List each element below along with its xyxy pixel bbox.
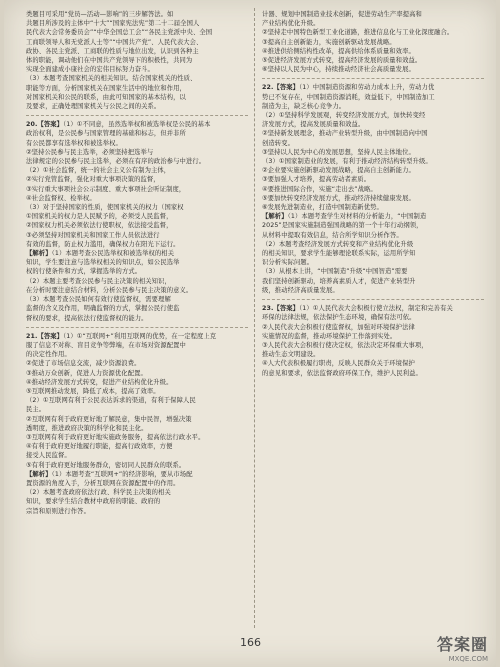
text-line: 督权的要求，提高依法行使监督权的能力。	[26, 314, 148, 322]
text-line: 级，推动经济高质量发展。	[262, 286, 339, 294]
text-line: 民主。	[26, 406, 46, 414]
text-line: 2025”是国家实施制造强国战略的第一个十年行动纲领，	[262, 222, 423, 230]
text-line: 政协、各民主党派、工商联的性质与地位出发，认识到各种主	[26, 47, 199, 55]
text-line: （3）从根本上讲，“中国制造”升级“中国智造”需要	[262, 268, 408, 276]
text-line: 有效的监督，防止权力滥用，确保权力在阳光下运行。	[26, 240, 180, 248]
text-line: （2）本题主要考查公民参与民主决策的相关知识，	[26, 277, 171, 285]
text-line: 置资源的角度入手，分析互联网在资源配置中的作用。	[26, 479, 180, 487]
text-line: （1）①“互联网+”利用互联网的优势，在一定程度上克	[63, 332, 217, 340]
text-line: ③要加强人才培养，提高劳动者素质。	[262, 176, 371, 184]
watermark	[437, 632, 488, 663]
text-line: ⑤有利于政府更好地服务群众，密切同人民群众的联系。	[26, 461, 186, 469]
text-line: 工商联领导人和无党派人士等”“中国共产党”、人民代表大会、	[26, 38, 203, 46]
text-line: ⑥坚持以人民为中心，持续推动经济社会高质量发展。	[262, 66, 415, 74]
text-line: （2）本题考查经济发展方式转变和产业结构优化升级	[262, 240, 414, 248]
text-line: （2）本题考查政府依法行政、科学民主决策的相关	[26, 489, 171, 497]
text-line: ③推动万众创新，促进人力资源优化配置。	[26, 369, 147, 377]
text-line: ⑤要加快转变经济发展方式，推动经济持续健康发展。	[262, 194, 415, 202]
text-line: 环保的法律法规，依法保护生态环境，确保有法可依。	[262, 314, 416, 322]
text-line: 势已不复存在，中国制造资源消耗，效益低下，中国制造加工	[262, 93, 435, 101]
text-line: 在分析时要注意结合材料，分析公民参与民主决策的意义。	[26, 286, 193, 294]
text-line: 监督的含义及作用，明确监督的方式，掌握公民行使监	[26, 305, 180, 313]
answer-label: 23.【答案】	[262, 305, 300, 313]
text-line: 实现全面建成小康社会的宏伟目标努力奋斗。	[26, 66, 154, 74]
text-line: ②实行党管监督，强化对重大事项决策的监督，	[26, 176, 160, 184]
text-line: 的意见和要求，依法监督政府环保工作，维护人民利益。	[262, 369, 422, 377]
text-line: 从材料中提取有效信息，结合所学知识分析作答。	[262, 231, 403, 239]
text-line: ④人大代表积极履行职责，反映人民群众关于环境保护	[262, 360, 415, 368]
text-line: ③人民代表大会积极行使决定权，依法决定环保重大事项，	[262, 341, 428, 349]
text-line: 接受人民监督。	[26, 452, 71, 460]
answer-label: 21.【答案】	[26, 332, 64, 340]
text-line: 济发展方式，提高发展质量和效益。	[262, 121, 365, 129]
text-line: ②坚持走中国特色新型工业化道路，推进信息化与工业化深度融合。	[262, 29, 454, 37]
text-line: ②企业要实施创新驱动发展战略，提高自主创新能力。	[262, 167, 415, 175]
right-intro	[262, 10, 484, 74]
text-line: 的相关知识，要求学生能够理论联系实际，运用所学知	[262, 250, 416, 258]
text-line: 对国家机关和公民的联系，由此可知国家的基本结构，以	[26, 93, 186, 101]
analysis-label: 【解析】	[26, 470, 52, 478]
text-line: 权的行使条件和方式，掌握选举的方式。	[26, 268, 142, 276]
text-line: ②国家权力机关必须依法行使职权，依法接受监督，	[26, 222, 173, 230]
text-line: ④社会监督权、检举权。	[26, 194, 96, 202]
text-line: ③坚持以人民为中心的发展思想，坚持人民主体地位。	[262, 148, 415, 156]
page-number: 166	[240, 636, 261, 649]
analysis-label: 【解析】	[26, 250, 52, 258]
text-line: ②促进了市场信息交流，减少资源浪费。	[26, 360, 141, 368]
text-line: （3）本题考查国家机关的相关知识。结合国家机关的性质、	[26, 75, 197, 83]
section-separator	[262, 299, 484, 300]
text-line: 计器、规划中国制造业技术创新，促进劳动生产率提高和	[262, 11, 422, 18]
text-line: 宗旨和原则进行作答。	[26, 507, 90, 515]
text-line: 及要求，正确处理国家机关与公民之间的关系。	[26, 103, 161, 111]
text-line: ④推动经济发展方式转变，促进产业结构优化升级。	[26, 378, 173, 386]
text-line: 推动生态文明建设。	[262, 351, 320, 359]
text-line: 创造转变。	[262, 139, 294, 147]
text-line: ④推进供给侧结构性改革，提高供给体系质量和效率。	[262, 47, 415, 55]
section-separator	[26, 327, 248, 328]
text-line: 的决定性作用。	[26, 351, 71, 359]
watermark-logo: 答案圈	[436, 635, 488, 654]
text-line: （3）①国家制造业的发展，有利于推动经济结构转型升级。	[262, 158, 432, 166]
section-separator	[26, 115, 248, 116]
text-line: （1）本题考查学生对材料的分析能力，“中国制造	[287, 213, 427, 221]
text-line: 识分析实际问题。	[262, 259, 314, 267]
text-line: ③必须坚持对国家机关和国家工作人员依法进行	[26, 231, 160, 239]
text-line: 实施情况的监督，推动环境保护工作落到实处。	[262, 332, 397, 340]
text-line: 共题目所涉及的主体中“十大”“国家宪法宪”第二十二届全国人	[26, 20, 200, 28]
text-line: ④要推进国际合作，实施“走出去”战略。	[262, 185, 377, 193]
text-line: ②坚持公民参与民主选举，必须坚持把选举与	[26, 148, 154, 156]
text-line: 透明度，推进政府决策的科学化和民主化。	[26, 424, 148, 432]
workbook-page	[4, 0, 496, 667]
text-line: ①国家机关的权力是人民赋予的，必须受人民监督，	[26, 213, 173, 221]
text-line: 我们坚持创新驱动，培养高素质人才，促进产业转型升	[262, 277, 416, 285]
text-line: （3）本题考查公民如何有效行使监督权，需要理解	[26, 296, 171, 304]
text-line: ⑤促进经济发展方式转变，提高经济发展的质量和效益。	[262, 57, 422, 65]
text-line: 知识，要求学生结合教材中政府的职能、政府的	[26, 498, 161, 506]
text-line: ③互联网有利于政府更好地实施政务服务，提高依法行政水平。	[26, 433, 205, 441]
question-20-answer	[26, 120, 248, 322]
text-line: ②人民代表大会积极行使监督权，加强对环境保护法律	[262, 323, 415, 331]
text-line: ⑥发展先进制造业，打造中国制造新优势。	[262, 204, 383, 212]
text-line: （2）①互联网有利于公民表达诉求的渠道，有利于保障人民	[26, 397, 196, 405]
text-line: 法律规定的公民参与民主选举，必须在有序的政治参与中进行。	[26, 158, 206, 166]
text-line: （1）①人民代表大会积极行使立法权，制定和完善有关	[299, 305, 453, 313]
text-line: 民代表大会常务委员会”“中华全国总工会”“各民主党派中央、全国	[26, 29, 213, 37]
text-line: 产业结构优化升级。	[262, 20, 320, 28]
text-line: ②坚持新发展理念，推动产业转型升级，由中国制造向中国	[262, 130, 428, 138]
watermark-url: MXQE.COM	[448, 655, 488, 663]
question-22-answer	[262, 83, 484, 295]
text-line: ③提高自主创新能力，实施创新驱动发展战略。	[262, 38, 396, 46]
text-line: 服了信息不对称、盲目竞争等弊端，在市场对资源配置中	[26, 341, 186, 349]
text-line: 类题目可采用“党员—活动—影响”的三步解答法。如	[26, 11, 174, 18]
text-line: ②互联网有利于政府更好地了解民意，集中民智，增强决策	[26, 415, 192, 423]
text-line: 有公民都享有选举权和被选举权。	[26, 139, 122, 147]
left-column	[26, 10, 248, 516]
text-line: 职能等方面，分析国家机关在国家生活中的地位和作用，	[26, 84, 186, 92]
text-line: 知识，学生要注意与选举权相关的知识点，如公民选举	[26, 259, 180, 267]
text-line: ⑤互联网推动发展，降低了成本，提高了效率。	[26, 387, 160, 395]
column-divider	[254, 8, 255, 628]
text-line: （2）①坚持科学发展观，转变经济发展方式，加快转变经	[262, 112, 426, 120]
section-separator	[262, 78, 484, 79]
right-column	[262, 10, 484, 378]
question-21-answer	[26, 332, 248, 516]
text-line: 体的职能，调动他们在中国共产党领导下的积极性，共同为	[26, 57, 193, 65]
text-line: （1）本题考查“互联网+”的经济影响，要从市场配	[51, 470, 193, 478]
left-intro	[26, 10, 248, 111]
text-line: 制造为主，缺乏核心竞争力。	[262, 102, 346, 110]
text-line: ③实行重大事项社会公示制度、重大事项社会听证制度，	[26, 185, 186, 193]
question-23-answer	[262, 304, 484, 378]
text-line: ④有利于政府更好地履行职能，提高行政效率，方便	[26, 443, 173, 451]
text-line: （1）①不同意，虽然选举权和被选举权是公民的基本	[63, 121, 211, 129]
answer-label: 22.【答案】	[262, 84, 300, 92]
text-line: （1）本题考查公民选举权和被选举权的相关	[51, 250, 175, 258]
answer-label: 20.【答案】	[26, 121, 64, 129]
text-line: （2）①社会监督，统一的社会主义公有制为主体，	[26, 167, 171, 175]
text-line: 政治权利，是公民参与国家管理的基础和标志，但并非所	[26, 130, 186, 138]
text-line: （1）中国制造资源和劳动力成本上升，劳动力优	[299, 84, 435, 92]
text-line: （3）对于坚持国家的性质，使国家机关的权力（国家权	[26, 204, 184, 212]
analysis-label: 【解析】	[262, 213, 288, 221]
